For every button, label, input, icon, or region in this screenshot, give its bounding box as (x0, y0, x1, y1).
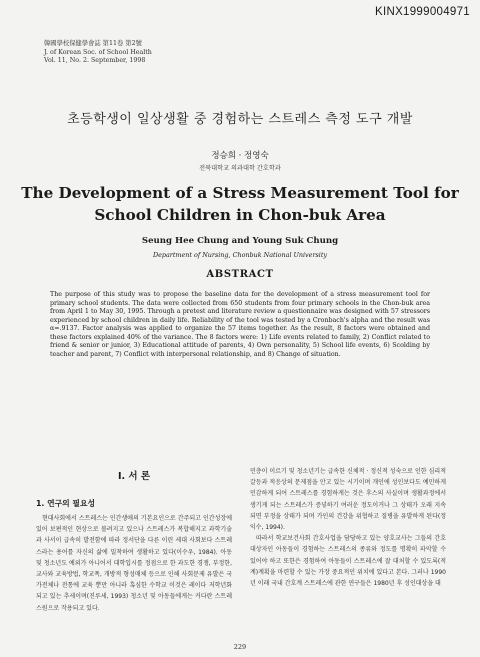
abstract-text: The purpose of this study was to propose the baseline data for the development of a stress measurement tool for primary school students. The data were collected from 650 students from four primary schools in the Chon-buk area from April 1 to May 30, 1995. Through a pretest and literature review a questionnaire was designed with 57 stressors experienced by school children in daily life. Reliability of the tool was tested by a Cronbach's alpha and the result was α=.9137. Factor analysis was applied to organize the 57 items together. As the result, 8 factors were obtained and these factors explained 40% of the variance. The 8 factors were: 1) Life events related to family, 2) Conflict related to friend & senior or junior, 3) Educational attitude of parents, 4) Own personality, 5) School life events, 6) Scolding by teacher and parent, 7) Conflict with interpersonal relationship, and 8) Change of situation. (50, 291, 430, 358)
right-body-paragraph-2: 따라서 학교보건사회 간호사업을 담당하고 있는 양호교사는 그들의 간호대상자인 아동들이 경험하는 스트레스의 종류와 정도를 명확히 파악할 수 있어야 하고 또한은 경험하여 아동들이 스트레스에 잘 대처할 수 있도록(적계)계획을 마련할 수 있는 가장 중요적인 위치에 있다고 본다. 그러나 1990년 이래 국내 간호계 스트레스에 관한 연구들은 1980년 후 성인대상을 대 (250, 535, 446, 588)
korean-title: 초등학생이 일상생활 중 경험하는 스트레스 측정 도구 개발 (67, 112, 413, 127)
right-body-paragraph-1: 민층이 이르기 및 청소년기는 급속한 신체적 · 정신적 성숙으로 인한 심리적 갈등과 적응상의 문제점을 안고 있는 시기이며 개인에 성인보다도 예민하게 민감하게 되어 스트레스를 경험하게는 것은 후스의 사실이며 생활과정에서 생기게 되는 스트레스가 증넣하기 여러운 정도이거나 그 상태가 오래 지속되면 부정을 상태가 되며 가인의 건강을 위협하고 질병을 유발하게 된다(정익수, 1994). (250, 468, 446, 532)
left-body-text: 현대사회에서 스트레스는 인간생애의 기본요인으로 간주되고 인간성장에 있어 보편적인 현상으로 볼려지고 있으나 스트레스가 복합해지고 과학기술과 사서이 급속히 발전함에 따라 정서단을 다른 이린 세대 사회보다 스트레스라는 용어를 자신의 삶에 밀착하여 생활하고 있다(이수우, 1984). 아동 및 청소년도 예외가 아니어서 대학입시를 정점으로 한 과도한 경쟁, 부정한, 교사와 교육방법, 학교폭, 개방적 형성매체 등으로 인해 사회문제 유발은 국가전체나 전통에 교육 뿐만 아니라 혹심한 수학교 이것은 레이다 저학년화되고 있는 추세이며(진루세, 1993) 청소년 및 아동들에게는 커다란 스트레스원으로 작용되고 있다. (36, 515, 232, 612)
english-title: The Development of a Stress Measurement Tool for School Children in Chon-buk Area (21, 184, 459, 224)
korean-authors: 정승희 · 정영숙 (211, 151, 269, 161)
page-number: 229 (233, 643, 247, 651)
korean-affiliation: 전북대학교 의과대학 간호학과 (199, 165, 281, 172)
subsection-heading: 1. 연구의 필요성 (36, 499, 96, 508)
abstract-heading: ABSTRACT (206, 269, 274, 280)
english-authors: Seung Hee Chung and Young Suk Chung (141, 236, 339, 246)
left-column (36, 466, 232, 614)
right-column (250, 466, 446, 589)
document-id: KINX1999004971 (375, 6, 470, 18)
journal-name-english: J. of Korean Soc. of School Health (44, 48, 152, 56)
journal-info (44, 40, 152, 66)
journal-name-korean: 韓國學校保健學會誌 第11卷 第2號 (44, 40, 142, 47)
section-heading: I. 서 론 (117, 471, 151, 482)
journal-volume: Vol. 11, No. 2. September, 1998 (44, 57, 146, 65)
english-affiliation: Department of Nursing, Chonbuk National University (152, 251, 328, 259)
